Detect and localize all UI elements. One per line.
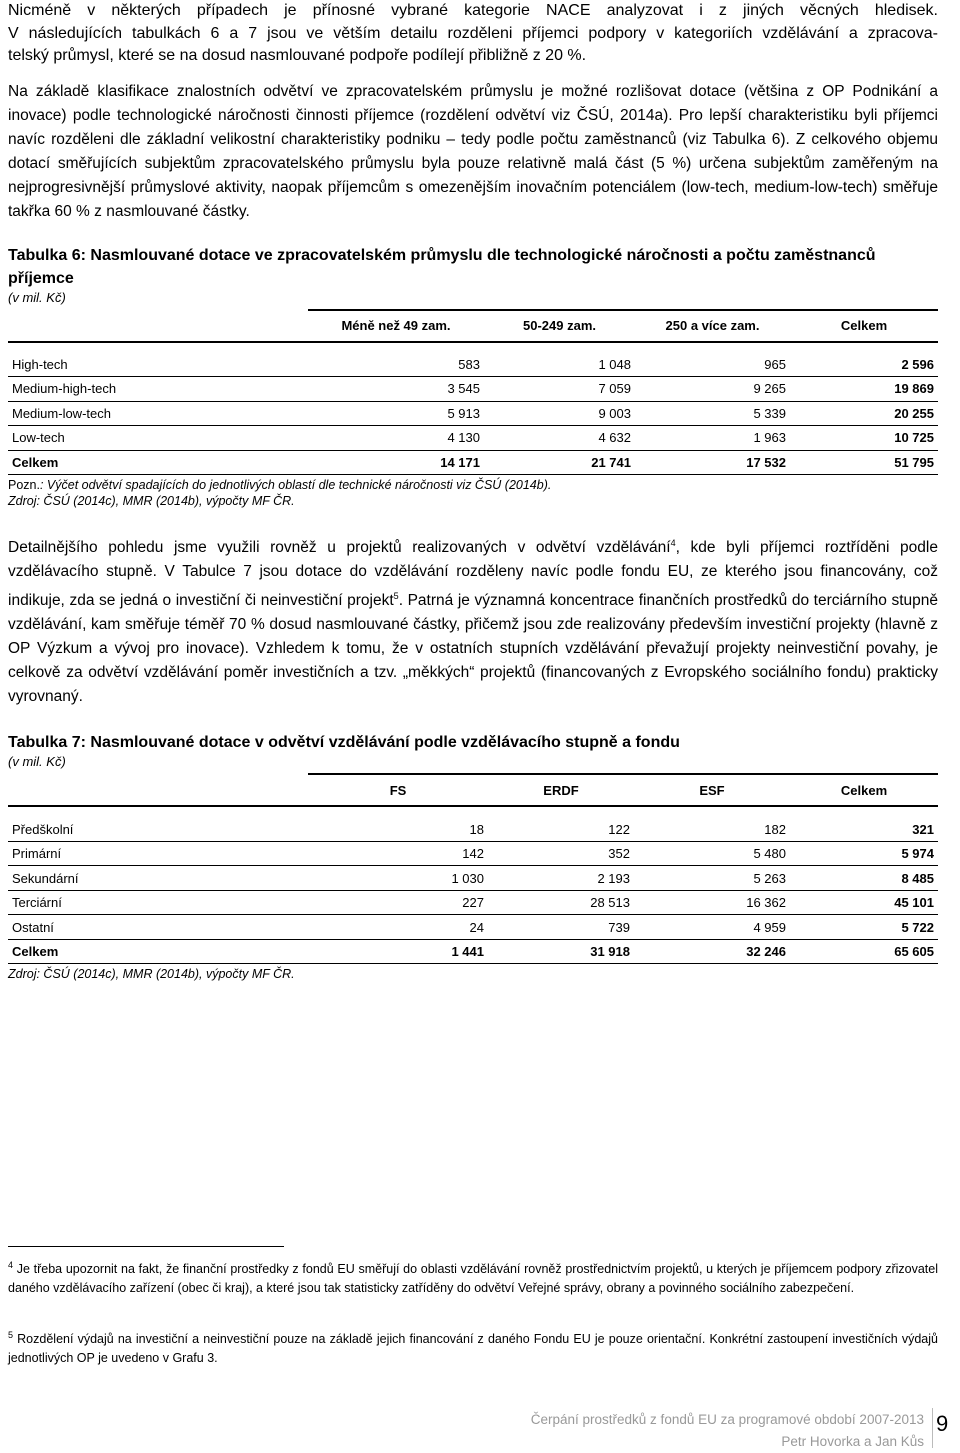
row-total-cell: 5 722 [790,915,938,940]
row-label: Ostatní [8,915,308,940]
cell: 5 913 [308,401,484,426]
cell: 739 [488,915,634,940]
footnote-ref-4[interactable]: 4 [670,538,676,548]
cell: 24 [308,915,488,940]
row-label: Medium-high-tech [8,377,308,402]
footnote-ref-5[interactable]: 5 [393,591,399,602]
table7-title: Tabulka 7: Nasmlouvané dotace v odvětví vzdělávání podle vzdělávacího stupně a fondu [8,734,680,752]
row-total-cell: 2 596 [790,353,938,377]
table7-header-row [8,774,938,806]
table7 [8,773,938,964]
footnote-5-text: Rozdělení výdajů na investiční a neinvestiční pouze na základě jejich financování z daného Fondu EU je pouze orientační. Konkrétní zastoupení investičních výdajů jednotlivých OP je uvedeno v Grafu 3. [8,1332,938,1366]
footer-authors: Petr Hovorka a Jan Kůs [781,1434,924,1449]
footnote-4-text: Je třeba upozornit na fakt, že finanční prostředky z fondů EU směřují do oblasti vzdělávání rovněž prostřednictvím projektů, u kterých je příjemcem podpory zřizovatel daného vzdělávacího zařízení (obec či kraj), a které jsou tak statisticky zatříděny do odvětví Veřejné správy, obrany a povinného sociálního zabezpečení. [8,1262,938,1296]
table7-block [8,731,938,982]
cell: 16 362 [634,890,790,915]
row-label: Celkem [8,939,308,964]
table-row [8,817,938,841]
table6 [8,309,938,476]
row-total-cell: 20 255 [790,401,938,426]
cell: 3 545 [308,377,484,402]
row-total-cell: 45 101 [790,890,938,915]
table7-header-col3: ESF [634,774,790,806]
table6-source: Zdroj: ČSÚ (2014c), MMR (2014b), výpočty MF ČR. [8,494,295,508]
table-row [8,426,938,451]
row-label: Primární [8,841,308,866]
table6-header-row [8,310,938,342]
cell: 32 246 [634,939,790,964]
cell: 1 441 [308,939,488,964]
footnote-5-number: 5 [8,1330,14,1340]
cell: 4 130 [308,426,484,451]
row-label: High-tech [8,353,308,377]
row-label: Terciární [8,890,308,915]
table6-note-prefix: Pozn. [8,478,40,492]
table-row [8,401,938,426]
intro-paragraph [8,0,938,68]
table7-units: (v mil. Kč) [8,754,66,770]
cell: 142 [308,841,488,866]
document-page [8,0,938,982]
table6-header-col3: 250 a více zam. [635,310,790,342]
cell: 5 339 [635,401,790,426]
intro-line-1: Nicméně v některých případech je přínosné vybrané kategorie NACE analyzovat i z jiných věcných hledisek. [8,2,938,19]
table-row [8,353,938,377]
page-number: 9 [936,1411,949,1436]
cell: 18 [308,817,488,841]
footnote-5 [8,1326,938,1368]
table7-header-col1: FS [308,774,488,806]
table7-spacer [8,806,938,817]
cell: 965 [635,353,790,377]
cell: 31 918 [488,939,634,964]
table-row [8,915,938,940]
cell: 122 [488,817,634,841]
footer-divider [932,1408,933,1448]
cell: 5 480 [634,841,790,866]
cell: 182 [634,817,790,841]
table6-note-text: : Výčet odvětví spadajících do jednotlivých oblastí dle technické náročnosti viz ČSÚ (2014b). [39,478,552,492]
row-label: Celkem [8,450,308,475]
row-total-cell: 10 725 [790,426,938,451]
table6-header-col1: Méně než 49 zam. [308,310,484,342]
cell: 9 003 [484,401,635,426]
row-total-cell: 5 974 [790,841,938,866]
footnote-4 [8,1256,938,1298]
table6-header-empty [8,310,308,342]
row-label: Sekundární [8,866,308,891]
table6-header-col2: 50-249 zam. [484,310,635,342]
table-row [8,890,938,915]
footer-title: Čerpání prostředků z fondů EU za programové období 2007-2013 [530,1412,924,1427]
page-footer [531,1409,924,1453]
table6-spacer [8,342,938,353]
table6-title: Tabulka 6: Nasmlouvané dotace ve zpracovatelském průmyslu dle technologické náročnosti a počtu zaměstnanců příjemce [8,246,876,287]
table-row [8,841,938,866]
cell: 1 963 [635,426,790,451]
education-paragraph-part3: . Patrná je významná koncentrace finančních prostředků do terciárního stupně vzdělávání, kam směřuje téměř 70 % dosud nasmlouvané částky, přičemž jsou zde realizovány především investiční projekty (hlavně z OP Výzkum a vývoj pro inovace). Vzhledem k tomu, že v ostatních stupních vzdělávání převažují projekty neinvestiční povahy, je celkově za odvětví vzdělávání poměr investičních a tzv. „měkkých“ projektů (financovaných z Evropského sociálního fondu) prakticky vyrovnaný. [8,592,939,706]
table6-units: (v mil. Kč) [8,289,66,305]
cell: 2 193 [488,866,634,891]
row-total-cell: 51 795 [790,450,938,475]
table-row [8,866,938,891]
footnote-4-number: 4 [8,1260,14,1270]
intro-line-2: V následujících tabulkách 6 a 7 jsou ve větším detailu rozděleni příjemci podpory v kategoriích vzdělávání a zpracova- [8,24,938,42]
education-paragraph-part2: , kde byli příjemci roztříděni podle vzdělávacího stupně. V Tabulce 7 jsou dotace do vzdělávání rozděleny navíc podle fondu EU, ze kterého jsou financovány, což indikuje, zda se jedná o investiční či neinvestiční projekt [8,539,938,610]
row-label: Medium-low-tech [8,401,308,426]
cell: 21 741 [484,450,635,475]
table6-note [8,477,938,493]
footnote-divider [8,1246,284,1247]
table6-header-col4: Celkem [790,310,938,342]
table7-header-col4: Celkem [790,774,938,806]
table-total-row [8,450,938,475]
cell: 583 [308,353,484,377]
row-total-cell: 19 869 [790,377,938,402]
cell: 1 048 [484,353,635,377]
cell: 1 030 [308,866,488,891]
cell: 7 059 [484,377,635,402]
table-total-row [8,939,938,964]
cell: 17 532 [635,450,790,475]
table-row [8,377,938,402]
row-label: Low-tech [8,426,308,451]
cell: 227 [308,890,488,915]
table7-source: Zdroj: ČSÚ (2014c), MMR (2014b), výpočty MF ČR. [8,967,295,982]
cell: 9 265 [635,377,790,402]
cell: 4 959 [634,915,790,940]
table6-block [8,244,938,510]
cell: 14 171 [308,450,484,475]
cell: 5 263 [634,866,790,891]
education-paragraph-part1: Detailnějšího pohledu jsme využili rovněž u projektů realizovaných v odvětví vzdělávání [8,539,671,557]
cell: 28 513 [488,890,634,915]
row-total-cell: 65 605 [790,939,938,964]
cell: 4 632 [484,426,635,451]
table7-header-col2: ERDF [488,774,634,806]
intro-line-3: telský průmysl, které se na dosud nasmlouvané podpoře podílejí přibližně z 20 %. [8,47,587,64]
row-label: Předškolní [8,817,308,841]
table7-header-empty [8,774,308,806]
education-paragraph [8,531,938,709]
row-total-cell: 321 [790,817,938,841]
classification-paragraph: Na základě klasifikace znalostních odvětví ve zpracovatelském průmyslu je možné rozlišovat dotace (většina z OP Podnikání a inovace) podle technologické náročnosti činnosti příjemce (rozdělení odvětví viz ČSÚ, 2014a). Pro lepší charakteristiku byli příjemci navíc rozděleni dle základní velikostní charakteristiky podniku – tedy podle počtu zaměstnanců (viz Tabulka 6). Z celkového objemu dotací směřujících subjektům zpracovatelského průmyslu byla pouze relativně malá část (5 %) určena subjektům zaměřeným na nejprogresivnější průmyslové aktivity, naopak příjemcům s omezenějším inovačním potenciálem (low-tech, medium-low-tech) směřuje takřka 60 % z nasmlouvané částky. [8,82,938,220]
cell: 352 [488,841,634,866]
row-total-cell: 8 485 [790,866,938,891]
